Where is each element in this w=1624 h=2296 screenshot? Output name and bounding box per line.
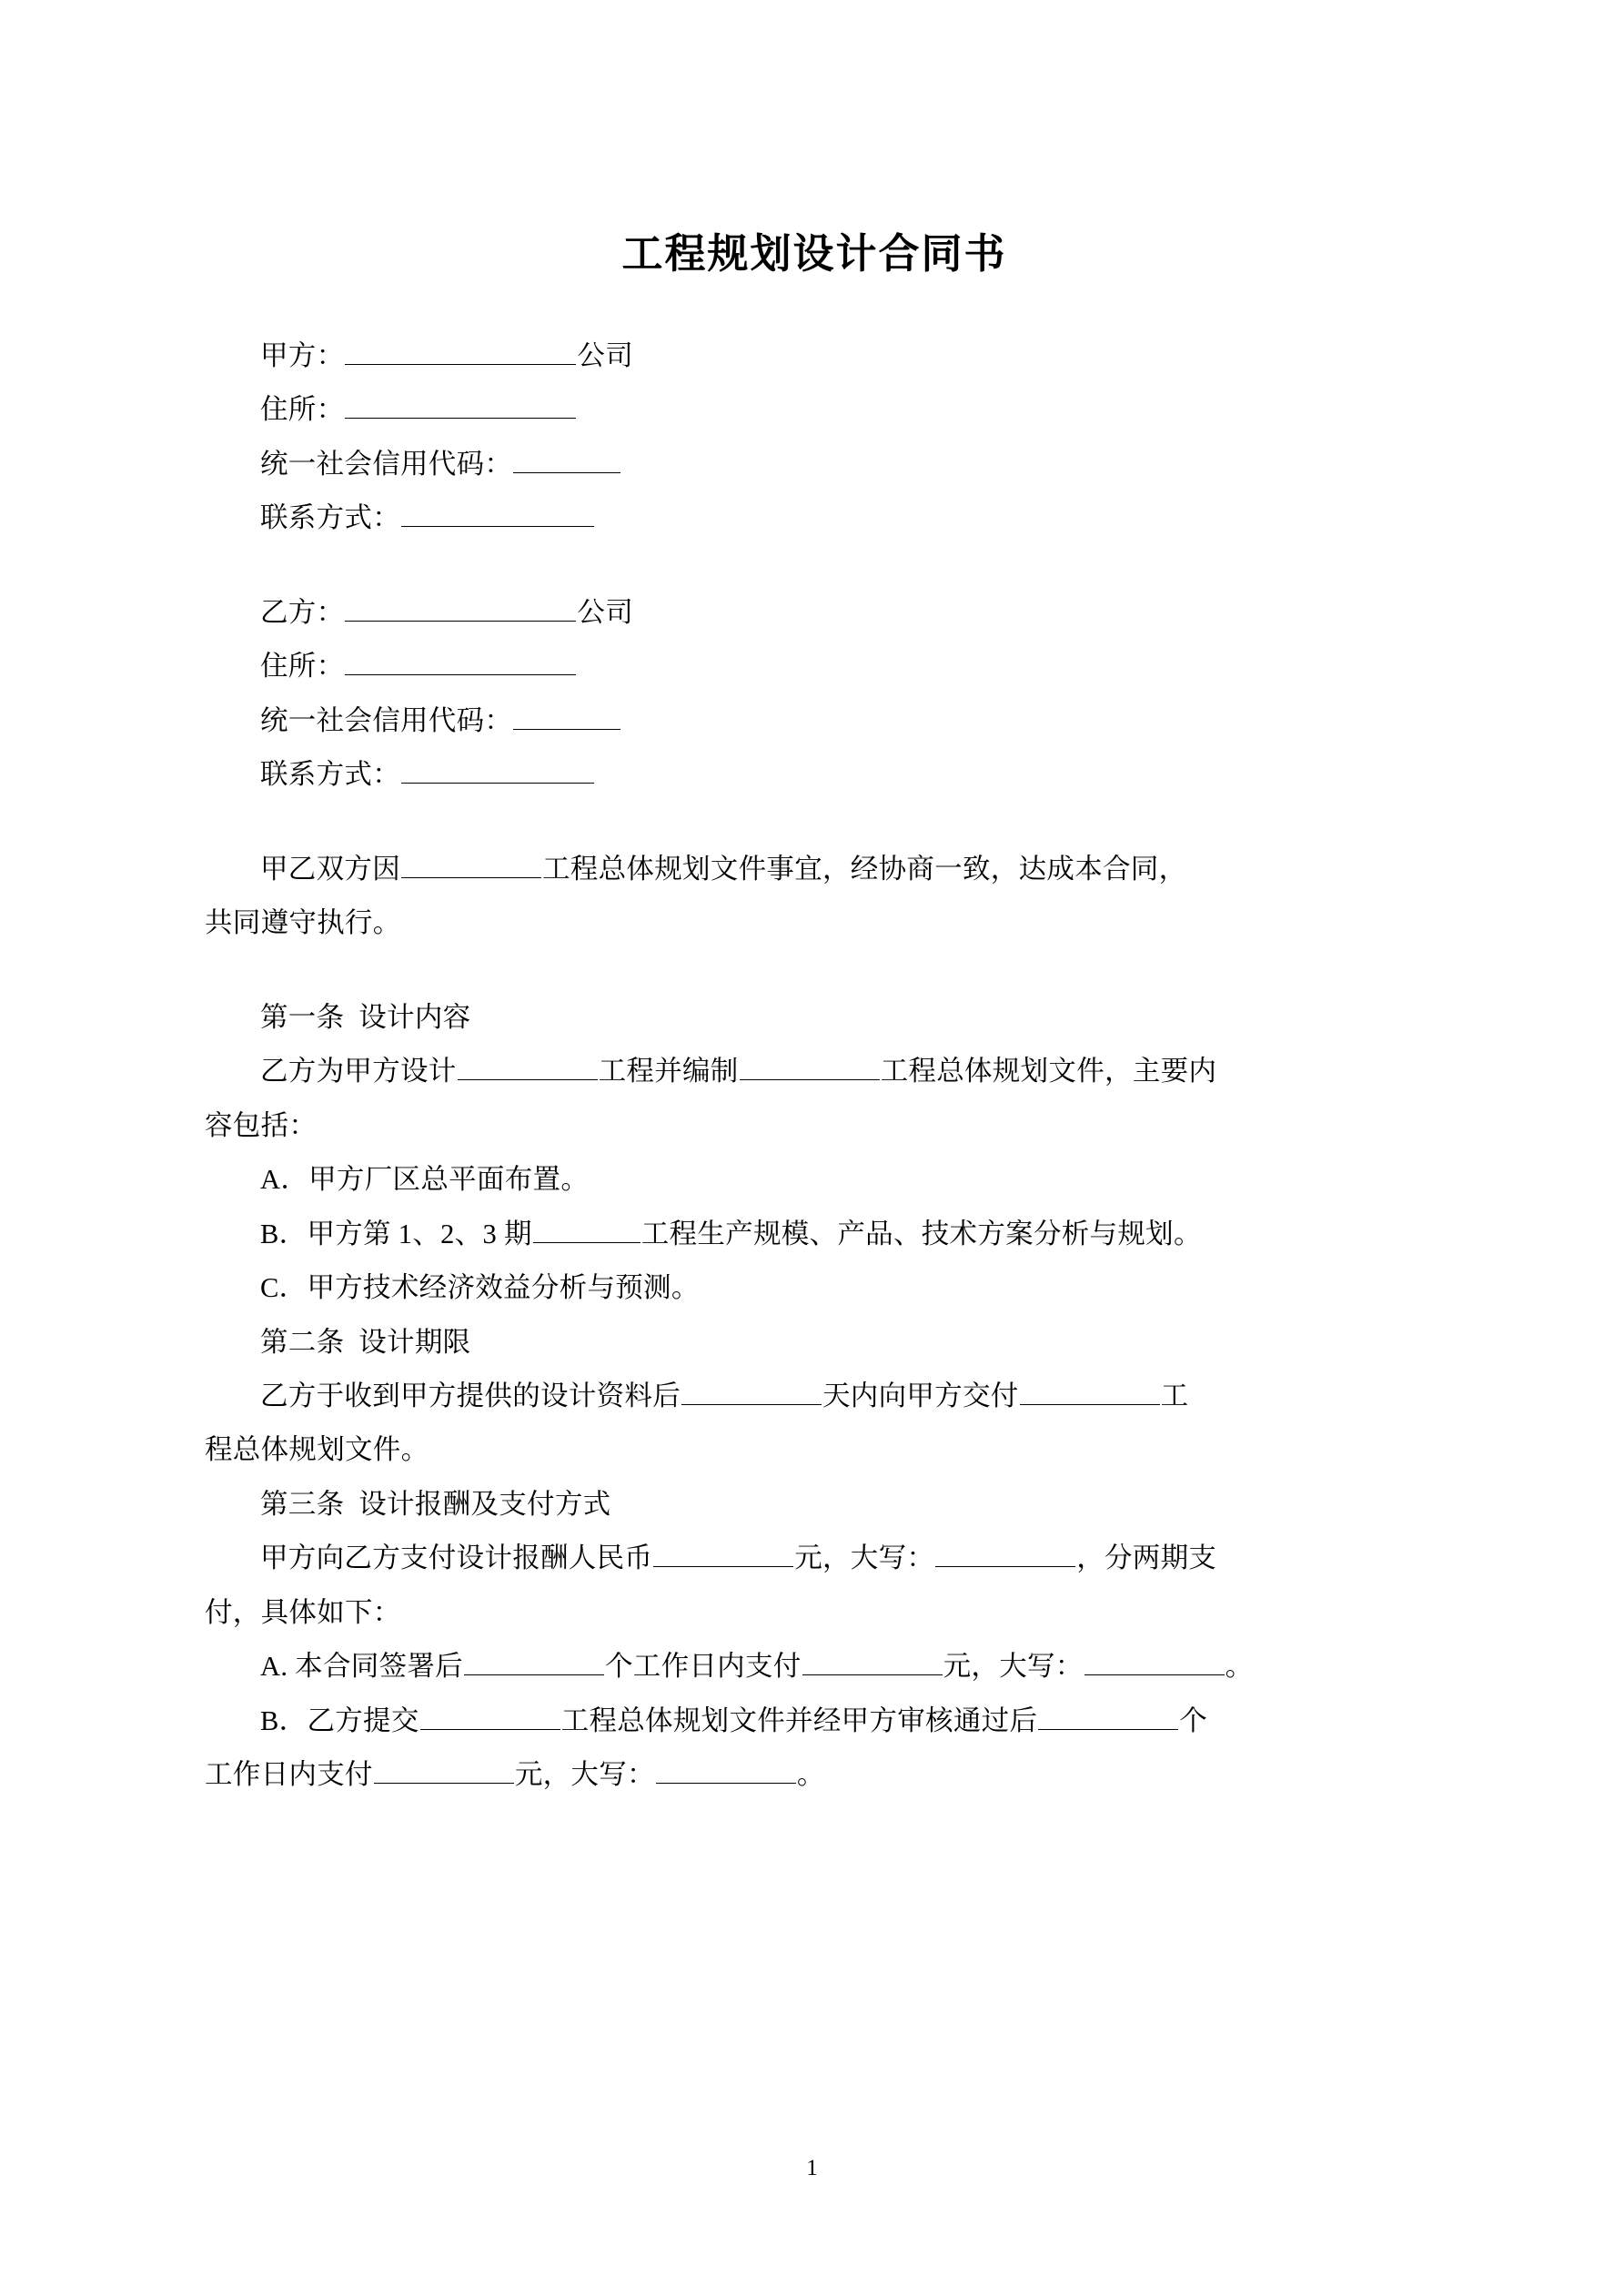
article-2-blank-2 [1020,1372,1160,1405]
spacer-between-parties [205,546,1424,586]
page-title: 工程规划设计合同书 [621,229,1007,278]
article-3-item-b-text-4: 工作日内支付 [205,1759,373,1791]
article-3-item-b-line-2 [205,1748,1424,1802]
party-b-credit-blank [513,697,620,730]
party-b-contact-line [205,748,1424,802]
article-1-block [205,991,1424,1316]
article-1-item-b-blank [533,1210,641,1243]
spacer-before-article-1 [205,951,1424,991]
article-3-item-a-text-1: A. 本合同签署后 [260,1651,463,1683]
preamble-text-1: 甲乙双方因 [260,853,400,885]
preamble-block [205,843,1424,951]
article-3-item-a-blank-3 [1084,1643,1225,1675]
article-3-item-b-text-3: 个 [1179,1704,1208,1736]
article-2-blank-1 [681,1372,822,1405]
article-3-text-2: 元，大写： [794,1542,935,1574]
article-3-item-b-text-1: B．乙方提交 [260,1704,419,1736]
party-a-credit-label: 统一社会信用代码： [260,448,513,480]
party-b-credit-line [205,694,1424,748]
page-number: 1 [806,2156,818,2180]
article-2-body-line-2: 程总体规划文件。 [205,1434,429,1466]
article-3-text-3: ，分两期支 [1076,1542,1217,1574]
party-b-credit-label: 统一社会信用代码： [260,704,513,736]
article-3-body-line-2: 付，具体如下： [205,1596,401,1628]
article-3-item-b-blank-3 [374,1751,514,1784]
party-a-block [205,329,1424,546]
party-b-name-label: 乙方： [260,596,345,628]
article-3-heading: 第三条 设计报酬及支付方式 [260,1488,611,1520]
article-3-item-b-blank-2 [1038,1697,1178,1730]
article-3-blank-1 [653,1534,793,1567]
party-a-contact-line [205,491,1424,545]
article-3-item-a-text-3: 元，大写： [943,1651,1084,1683]
article-1-item-b-text-2: 工程生产规模、产品、技术方案分析与规划。 [641,1218,1202,1249]
article-2-text-1: 乙方于收到甲方提供的设计资料后 [260,1380,681,1411]
article-2-text-3: 工 [1160,1380,1189,1411]
article-1-blank-1 [458,1047,598,1080]
article-1-text-3: 工程总体规划文件，主要内 [880,1056,1217,1087]
party-a-contact-label: 联系方式： [260,502,400,534]
party-b-address-label: 住所： [260,651,345,683]
party-a-credit-blank [513,440,620,473]
article-1-body-line-1 [205,1045,1424,1098]
article-1-item-a: A．甲方厂区总平面布置。 [260,1164,590,1196]
party-a-name-line [205,329,1424,383]
article-3-text-1: 甲方向乙方支付设计报酬人民币 [260,1542,653,1574]
article-1-heading: 第一条 设计内容 [260,1001,471,1033]
article-3-item-b-blank-4 [656,1751,796,1784]
article-3-blank-2 [935,1534,1075,1567]
party-b-name-suffix: 公司 [577,596,634,628]
party-a-name-suffix: 公司 [577,340,634,371]
party-a-name-label: 甲方： [260,340,345,371]
article-1-item-c: C．甲方技术经济效益分析与预测。 [260,1272,700,1304]
party-a-address-blank [345,386,576,419]
article-1-text-2: 工程并编制 [598,1056,739,1087]
party-a-name-blank [345,332,576,365]
article-3-item-b-blank-1 [420,1697,560,1730]
article-1-item-b [205,1208,1424,1261]
article-2-body-line-1 [205,1370,1424,1423]
party-a-credit-line [205,438,1424,491]
party-b-address-line [205,640,1424,693]
article-3-item-b-text-6: 。 [796,1759,825,1791]
article-3-item-a-blank-1 [464,1643,604,1675]
party-b-block [205,586,1424,803]
article-3-body-line-1 [205,1532,1424,1585]
article-1-blank-2 [740,1047,880,1080]
article-2-heading: 第二条 设计期限 [260,1326,471,1358]
article-3-block [205,1478,1424,1803]
preamble-line-2 [205,896,1424,950]
spacer-before-preamble [205,803,1424,843]
party-b-address-blank [345,642,576,675]
preamble-text-2: 工程总体规划文件事宜，经协商一致，达成本合同， [542,853,1187,885]
article-1-body-line-2: 容包括： [205,1109,318,1141]
party-a-address-line [205,383,1424,437]
spacer-after-title [205,278,1424,329]
article-3-item-a-text-2: 个工作日内支付 [604,1651,802,1683]
party-a-address-label: 住所： [260,394,345,426]
party-b-name-blank [345,589,576,622]
article-3-item-a [205,1640,1424,1694]
article-3-item-b-text-2: 工程总体规划文件并经甲方审核通过后 [560,1704,1038,1736]
document-body [205,0,1424,1803]
party-b-contact-label: 联系方式： [260,759,400,791]
article-1-text-1: 乙方为甲方设计 [260,1056,457,1087]
article-2-block [205,1316,1424,1478]
article-3-item-b-line-1 [205,1694,1424,1748]
article-3-item-a-blank-2 [802,1643,943,1675]
preamble-blank-1 [401,845,541,878]
preamble-text-3: 共同遵守执行。 [205,907,401,939]
party-a-contact-blank [401,494,594,527]
party-b-contact-blank [401,751,594,784]
article-3-item-a-text-4: 。 [1225,1651,1254,1683]
article-1-item-b-text-1: B．甲方第 1、2、3 期 [260,1218,532,1249]
preamble-line-1 [205,843,1424,896]
article-3-item-b-text-5: 元，大写： [514,1759,655,1791]
party-b-name-line [205,586,1424,640]
article-2-text-2: 天内向甲方交付 [822,1380,1019,1411]
